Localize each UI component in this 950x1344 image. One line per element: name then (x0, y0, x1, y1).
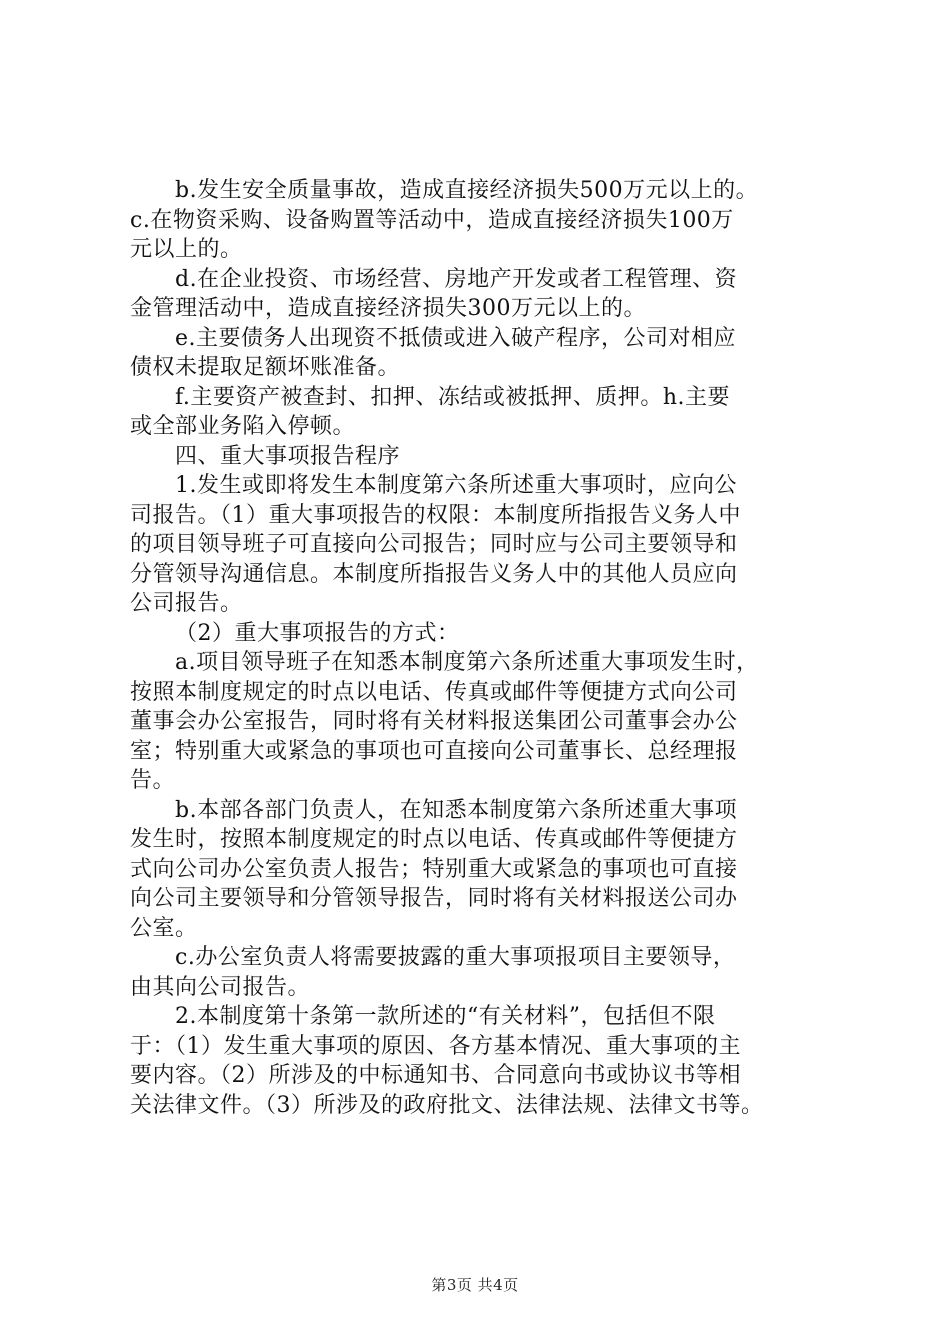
text-line: 四、重大事项报告程序 (175, 443, 401, 469)
text-line: 司报告。（1）重大事项报告的权限：本制度所指报告义务人中 (130, 502, 741, 528)
text-line: （2）重大事项报告的方式： (175, 620, 460, 646)
text-line: c.办公室负责人将需要披露的重大事项报项目主要领导， (175, 945, 736, 970)
document-body (130, 176, 830, 1120)
text-line: c.在物资采购、设备购置等活动中，造成直接经济损失100万 (130, 207, 734, 233)
text-line: 按照本制度规定的时点以电话、传真或邮件等便捷方式向公司 (130, 679, 738, 705)
text-line: e.主要债务人出现资不抵债或进入破产程序，公司对相应 (175, 325, 737, 351)
text-line: 由其向公司报告。 (130, 974, 311, 1000)
text-line: 元以上的。 (130, 237, 243, 262)
text-line: 公室。 (130, 915, 198, 941)
text-line: b.本部各部门负责人，在知悉本制度第六条所述重大事项 (175, 797, 738, 823)
text-line: 发生时，按照本制度规定的时点以电话、传真或邮件等便捷方 (130, 827, 738, 852)
text-line: 关法律文件。（3）所涉及的政府批文、法律法规、法律文书等。 (130, 1092, 764, 1118)
text-line: 式向公司办公室负责人报告；特别重大或紧急的事项也可直接 (130, 856, 738, 882)
text-line: d.在企业投资、市场经营、房地产开发或者工程管理、资 (175, 266, 738, 292)
text-line: 公司报告。 (130, 591, 243, 616)
text-line: 于：（1）发生重大事项的原因、各方基本情况、重大事项的主 (130, 1033, 741, 1059)
text-line: 的项目领导班子可直接向公司报告；同时应与公司主要领导和 (130, 532, 738, 557)
text-line: 或全部业务陷入停顿。 (130, 414, 356, 439)
text-line: 债权未提取足额坏账准备。 (130, 355, 401, 380)
text-line: 2.本制度第十条第一款所述的“有关材料”，包括但不限 (175, 1004, 716, 1029)
text-line: 分管领导沟通信息。本制度所指报告义务人中的其他人员应向 (130, 561, 738, 587)
text-line: 告。 (130, 768, 176, 793)
text-line: 要内容。（2）所涉及的中标通知书、合同意向书或协议书等相 (130, 1063, 741, 1088)
text-line: 向公司主要领导和分管领导报告，同时将有关材料报送公司办 (130, 886, 738, 911)
text-line: 室；特别重大或紧急的事项也可直接向公司董事长、总经理报 (130, 738, 738, 764)
text-line: 董事会办公室报告，同时将有关材料报送集团公司董事会办公 (130, 709, 738, 734)
text-line: a.项目领导班子在知悉本制度第六条所述重大事项发生时， (175, 650, 759, 675)
text-line: f.主要资产被查封、扣押、冻结或被抵押、质押。h.主要 (175, 384, 731, 410)
text-line: b.发生安全质量事故，造成直接经济损失500万元以上的。 (175, 178, 759, 203)
text-line: 1.发生或即将发生本制度第六条所述重大事项时，应向公 (175, 473, 737, 498)
page-footer: 第3页 共4页 (431, 1276, 519, 1294)
text-line: 金管理活动中，造成直接经济损失300万元以上的。 (130, 296, 646, 321)
